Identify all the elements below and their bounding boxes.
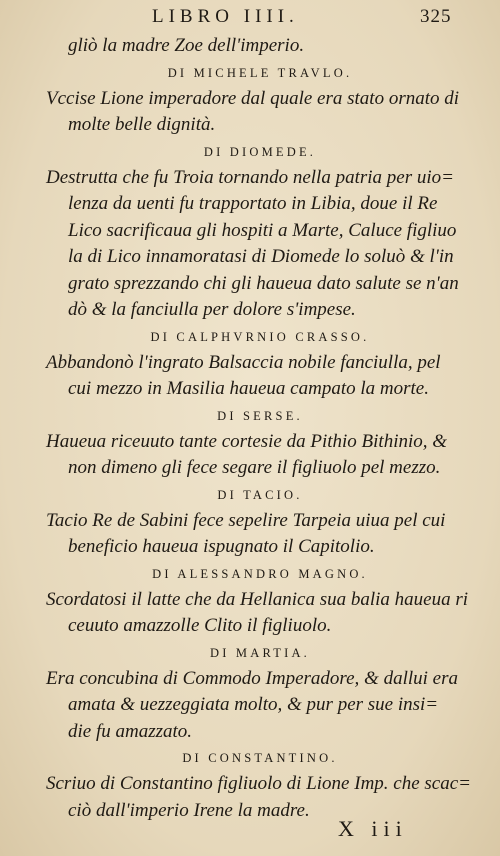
text-line: ciò dall'imperio Irene la madre. — [68, 799, 310, 821]
running-head — [0, 6, 500, 32]
text-line: grato sprezzando chi gli haueua dato salute se n'an — [68, 272, 459, 294]
text-line: non dimeno gli fece segare il figliuolo pel mezzo. — [68, 457, 441, 478]
text-line: Scriuo di Constantino figliuolo di Lione Imp. che scac= — [46, 773, 471, 794]
section-heading: DI SERSE. — [217, 408, 303, 423]
text-line: gliò la madre Zoe dell'imperio. — [68, 35, 305, 56]
text-line: Haueua riceuuto tante cortesie da Pithio Bithinio, & — [46, 430, 448, 452]
text-line: beneficio haueua ispugnato il Capitolio. — [68, 536, 375, 557]
section-heading: DI ALESSANDRO MAGNO. — [152, 566, 368, 581]
text-line: Abbandonò l'ingrato Balsaccia nobile fanciulla, pel — [46, 351, 441, 373]
text-line: Scordatosi il latte che da Hellanica sua balia haueua ri — [46, 588, 468, 610]
text-line: Vccise Lione imperadore dal quale era stato ornato di — [46, 87, 460, 109]
section-heading: DI CONSTANTINO. — [182, 751, 338, 765]
text-line: dò & la fanciulla per dolore s'impese. — [68, 299, 356, 320]
section-heading: DI CALPHVRNIO CRASSO. — [150, 329, 370, 344]
section-heading: DI MARTIA. — [210, 645, 310, 660]
text-line: molte belle dignità. — [68, 114, 216, 135]
text-line: amata & uezzeggiata molto, & pur per sue insi= — [68, 694, 439, 715]
text-line: lenza da uenti fu trapportato in Libia, doue il Re — [68, 193, 438, 214]
section-heading: DI TACIO. — [217, 487, 303, 502]
page-number: 325 — [420, 6, 452, 27]
section-heading: DI MICHELE TRAVLO. — [167, 65, 353, 80]
running-title: LIBRO IIII. — [152, 6, 299, 27]
section-heading: DI DIOMEDE. — [203, 144, 317, 159]
text-line: Lico sacrificaua gli hospiti a Marte, Caluce figliuo — [68, 219, 457, 241]
main-text — [0, 33, 500, 824]
text-line: la di Lico innamoratasi di Diomede lo soluò & l'in — [68, 246, 454, 267]
signature-mark: X iii — [338, 816, 408, 841]
text-line: ceuuto amazzolle Clito il figliuolo. — [68, 615, 332, 636]
text-line: Tacio Re de Sabini fece sepelire Tarpeia uiua pel cui — [46, 509, 446, 531]
text-line: Destrutta che fu Troia tornando nella patria per uio= — [46, 166, 454, 188]
text-line: cui mezzo in Masilia haueua campato la morte. — [68, 378, 429, 399]
text-line: die fu amazzato. — [68, 720, 193, 742]
text-line: Era concubina di Commodo Imperadore, & dallui era — [46, 667, 458, 689]
